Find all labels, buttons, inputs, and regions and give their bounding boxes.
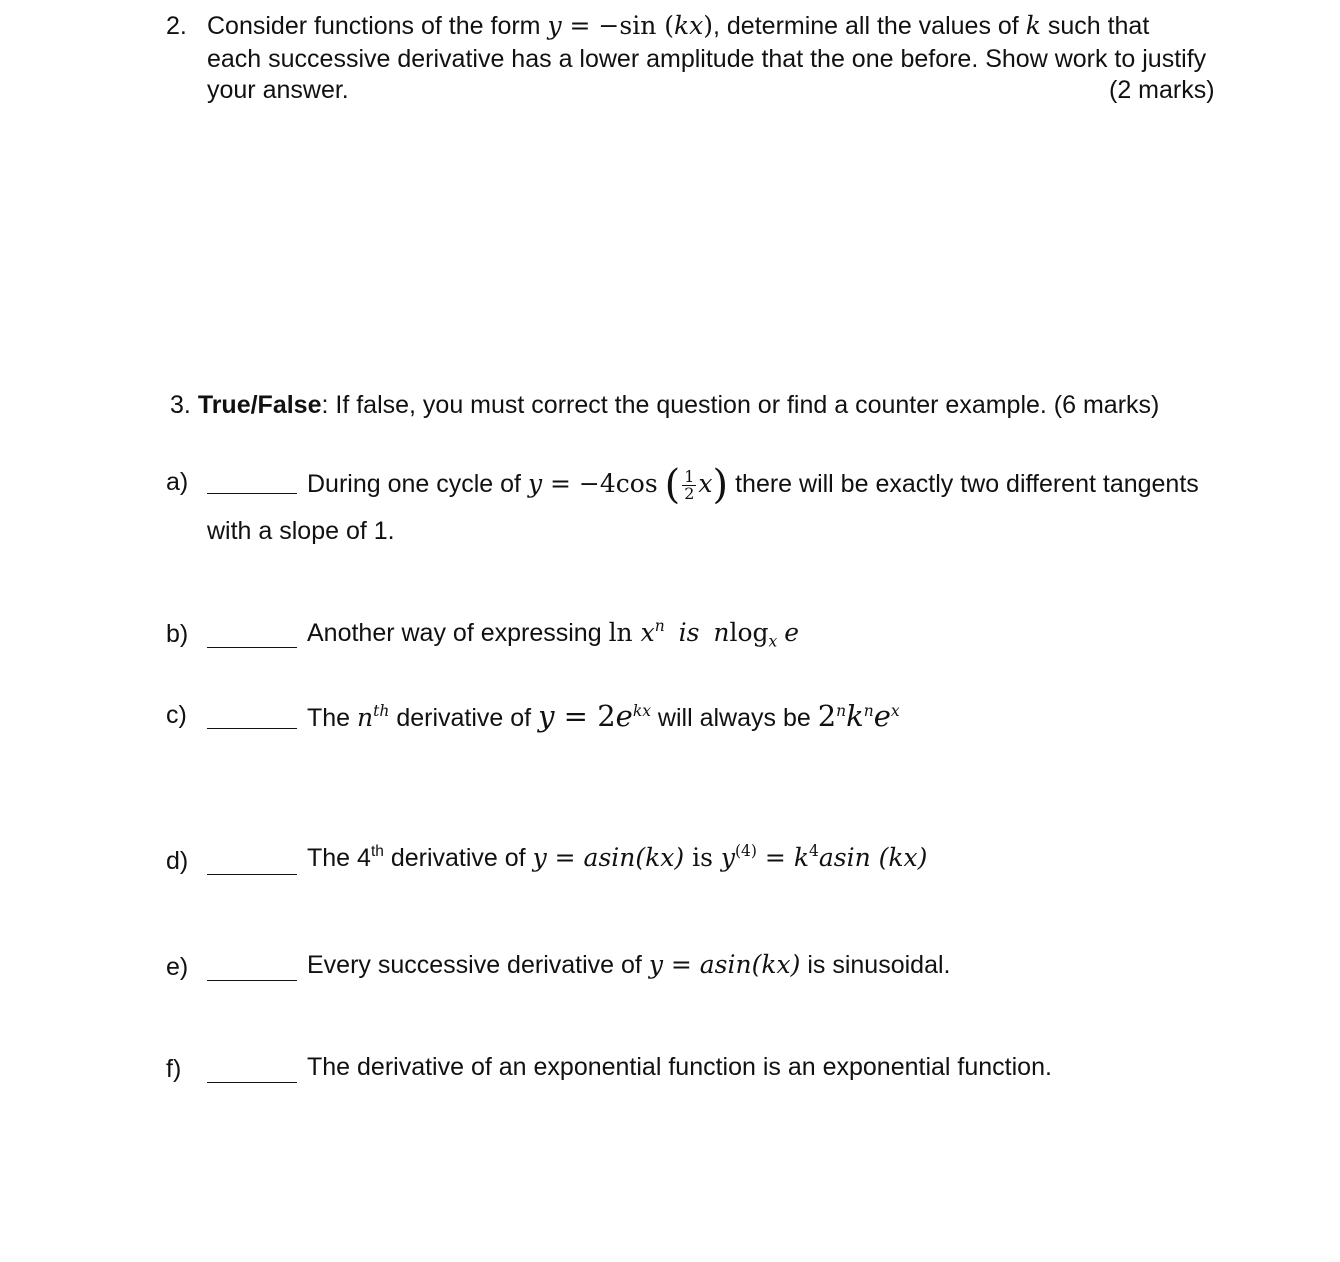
item-d-eq-equals: = <box>546 843 584 872</box>
item-c-text-the: The <box>307 704 351 732</box>
item-e-answer-blank[interactable] <box>207 980 297 981</box>
item-e-eq-equals: = <box>662 950 700 979</box>
item-f-letter: f) <box>166 1055 182 1083</box>
item-a-letter: a) <box>166 468 189 496</box>
q2-eq-equals: = <box>561 11 599 40</box>
question-2-number: 2. <box>166 12 187 40</box>
item-d-eq-is: is <box>684 843 721 872</box>
item-d-eq-4: 4 <box>808 841 819 860</box>
q2-line1-prefix: Consider functions of the form <box>207 12 541 40</box>
item-b-eq-n-sup: n <box>654 616 665 635</box>
item-a-eq-x: x <box>698 469 713 498</box>
q2-eq-close: ) <box>703 11 714 40</box>
item-c-eq-2: 2 <box>817 699 837 733</box>
question-3-header <box>170 389 1159 421</box>
item-c-eq-n: n <box>357 703 374 732</box>
item-b-eq-n: n <box>713 618 730 647</box>
item-b-eq-ln: ln <box>608 618 641 647</box>
item-b-eq-is: is <box>678 618 700 647</box>
item-d-statement <box>307 843 927 873</box>
item-d-eq-y2: y <box>720 843 735 872</box>
question-3-number: 3. <box>170 391 191 419</box>
item-a-eq-y: y <box>527 469 543 498</box>
item-a-fraction <box>682 466 696 503</box>
item-d-text-the: The 4 <box>307 844 371 872</box>
item-e-eq-kx: (kx) <box>751 950 801 979</box>
item-b-eq-e: e <box>784 618 800 647</box>
item-d-letter: d) <box>166 847 189 875</box>
item-c-text-deriv: derivative of <box>396 704 532 732</box>
item-b-eq-sub-x: x <box>768 632 778 651</box>
item-d-text-deriv: derivative of <box>390 844 526 872</box>
item-d-eq-k: k <box>793 843 809 872</box>
item-c-eq-x-sup: x <box>890 701 900 720</box>
q2-eq-kx: kx <box>674 11 704 40</box>
item-a-frac-den: 2 <box>684 483 695 503</box>
item-c-letter: c) <box>166 701 187 729</box>
item-c-eq-y: y <box>538 699 555 733</box>
item-a-text-post: there will be exactly two different tangents <box>735 470 1199 498</box>
question-2-line-1 <box>207 10 1149 42</box>
question-2-line-3: your answer. <box>207 76 349 104</box>
item-b-eq-x: x <box>640 618 655 647</box>
item-b-answer-blank[interactable] <box>207 647 297 648</box>
item-d-eq-equals2: = <box>756 843 794 872</box>
item-c-text-will: will always be <box>657 704 811 732</box>
item-a-left-paren: ( <box>664 462 681 508</box>
item-c-eq-e2: e <box>873 699 891 733</box>
item-b-text-pre: Another way of expressing <box>307 619 602 647</box>
item-c-eq-n-sup2: n <box>863 701 874 720</box>
q2-line1-suffix: such that <box>1047 12 1150 40</box>
item-d-answer-blank[interactable] <box>207 874 297 875</box>
item-c-eq-k: k <box>846 699 864 733</box>
item-d-eq-asin2: asin (kx) <box>818 843 928 872</box>
item-e-eq-asin: asin <box>699 950 752 979</box>
item-a-right-paren: ) <box>712 462 729 508</box>
question-3-bold-label: True/False <box>197 391 322 419</box>
item-a-text-pre: During one cycle of <box>307 470 522 498</box>
q2-eq-sin: −sin ( <box>598 11 674 40</box>
question-2-marks: (2 marks) <box>1109 76 1215 104</box>
item-d-eq-y: y <box>532 843 547 872</box>
item-a-answer-blank[interactable] <box>207 493 297 494</box>
q2-var-k: k <box>1025 11 1041 40</box>
item-f-answer-blank[interactable] <box>207 1082 297 1083</box>
question-2-line-2: each successive derivative has a lower amplitude that the one before. Show work to justify <box>207 45 1207 73</box>
item-b-statement <box>307 616 800 651</box>
item-e-text-post: is sinusoidal. <box>807 951 951 979</box>
item-c-eq-n-sup1: n <box>836 701 847 720</box>
item-e-statement <box>307 950 950 980</box>
item-a-eq-mid: = −4cos <box>542 469 658 498</box>
item-c-answer-blank[interactable] <box>207 728 297 729</box>
item-d-eq-asin: asin <box>583 843 636 872</box>
q2-eq-y: y <box>547 11 562 40</box>
item-c-eq-e: e <box>615 699 633 733</box>
item-c-eq-equals-2: = 2 <box>554 699 616 733</box>
item-f-statement: The derivative of an exponential function is an exponential function. <box>307 1053 1052 1081</box>
item-b-letter: b) <box>166 620 189 648</box>
item-a-statement <box>307 462 1199 508</box>
q2-line1-mid: , determine all the values of <box>713 12 1019 40</box>
item-c-eq-th-sup: th <box>373 701 390 720</box>
item-c-statement <box>307 699 900 733</box>
item-e-text-pre: Every successive derivative of <box>307 951 642 979</box>
item-a-line-2: with a slope of 1. <box>207 517 395 545</box>
item-c-eq-kx-sup: kx <box>632 701 651 720</box>
item-a-frac-num: 1 <box>684 466 695 486</box>
item-d-eq-4-sup: (4) <box>735 841 757 860</box>
item-e-eq-y: y <box>648 950 663 979</box>
item-b-eq-log: log <box>729 618 769 647</box>
item-d-th-sup: th <box>370 842 384 860</box>
item-d-eq-kx: (kx) <box>635 843 685 872</box>
question-3-instruction: : If false, you must correct the question or find a counter example. (6 marks) <box>321 391 1160 419</box>
item-e-letter: e) <box>166 953 189 981</box>
